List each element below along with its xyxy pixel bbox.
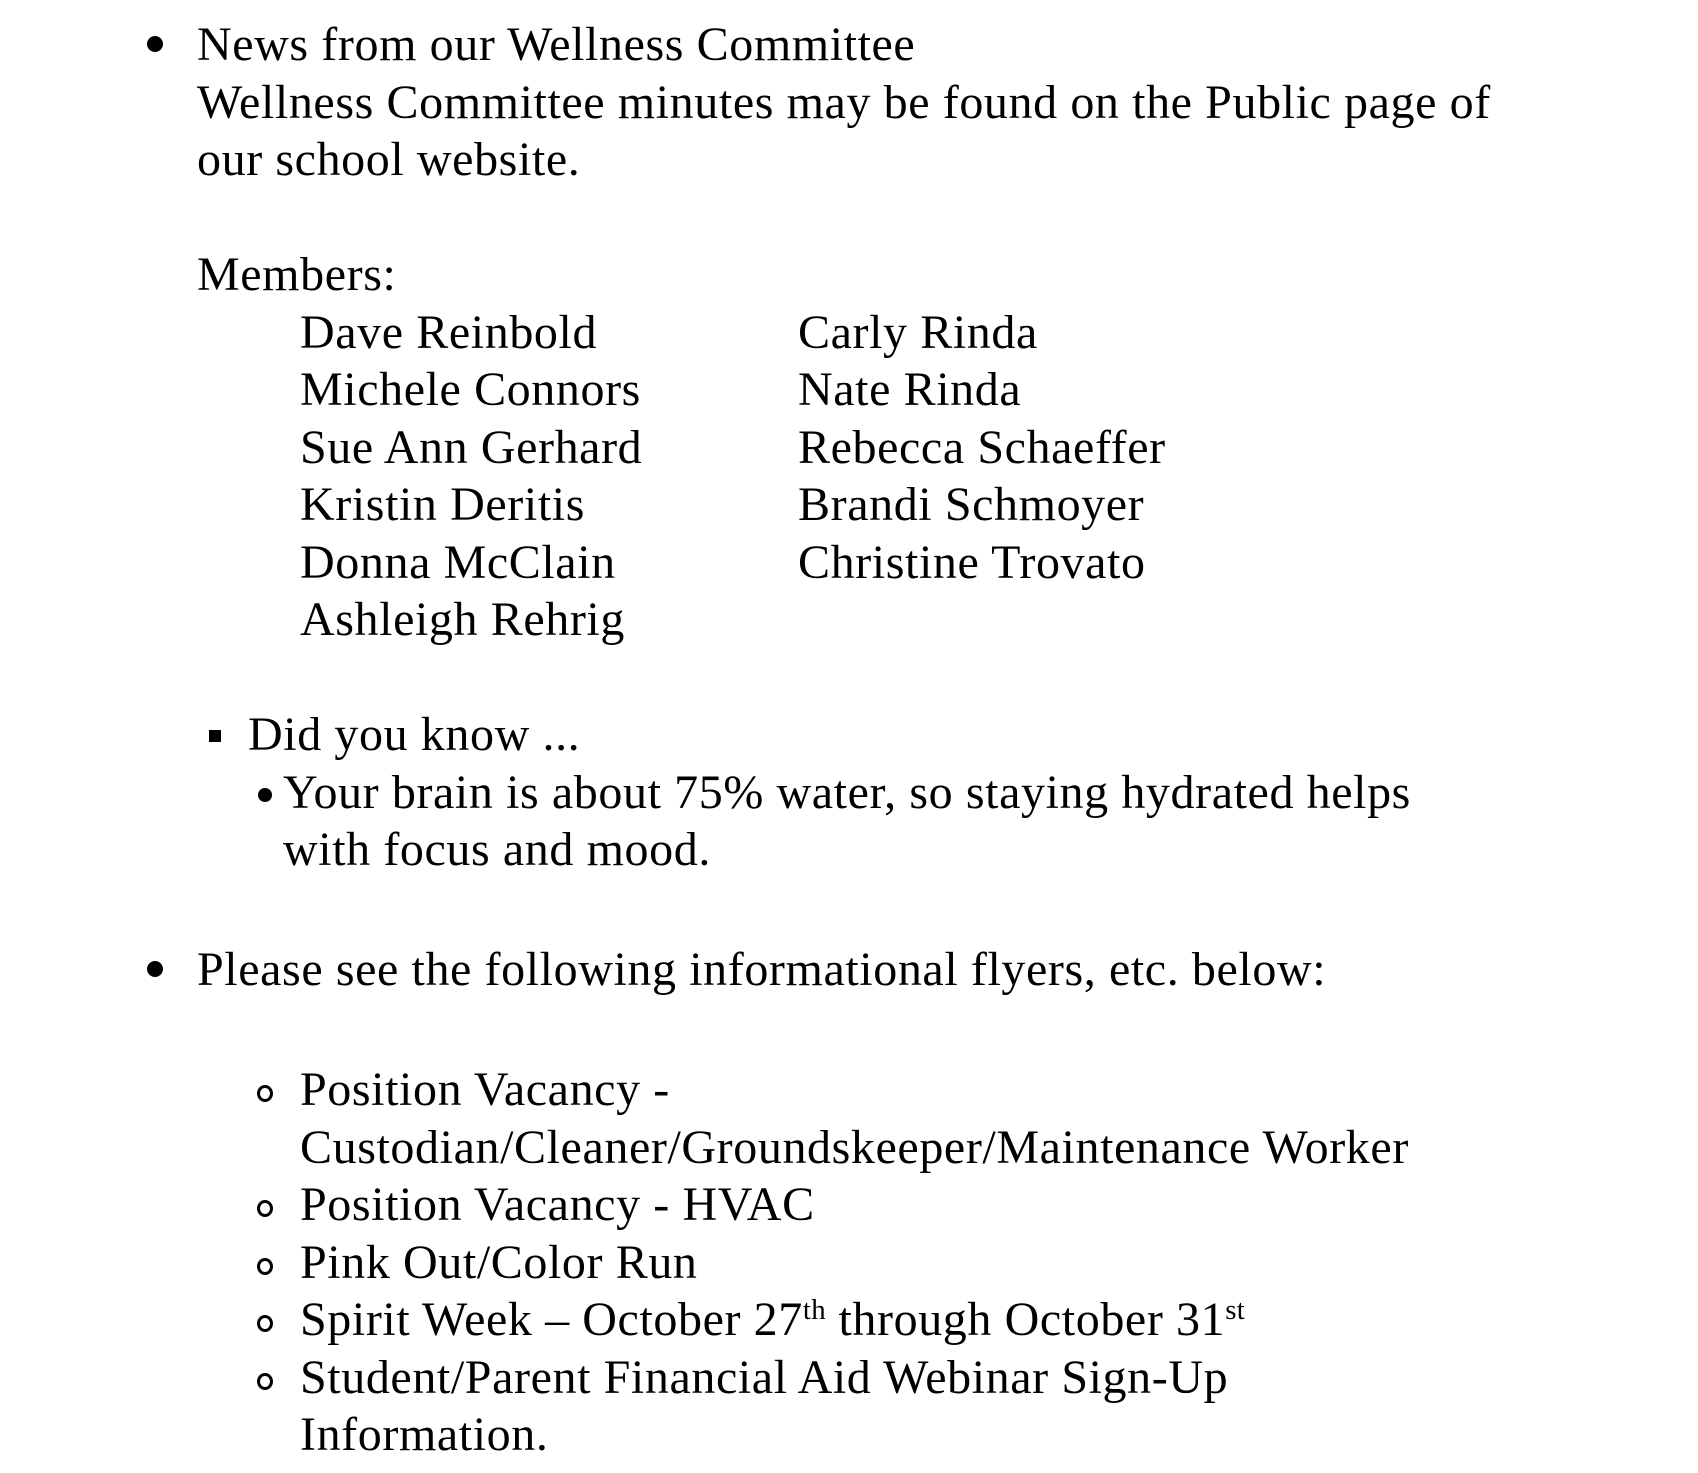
member-name: Sue Ann Gerhard	[300, 420, 643, 474]
flyers-intro-item	[0, 941, 1698, 999]
bullet-circle-icon	[257, 1085, 273, 1102]
member-name: Kristin Deritis	[300, 478, 585, 531]
member-name: Michele Connors	[300, 363, 641, 416]
bullet-dot-icon	[147, 36, 163, 52]
flyer-item-position-vacancy-custodian	[0, 1061, 1698, 1176]
member-name: Carly Rinda	[798, 305, 1038, 359]
did-you-know-item	[0, 706, 1698, 764]
flyer-item-line: Position Vacancy - HVAC	[300, 1178, 815, 1231]
spacer	[0, 649, 1698, 707]
spacer	[0, 999, 1698, 1057]
did-you-know-heading: Did you know ...	[248, 708, 581, 761]
spacer	[0, 879, 1698, 937]
wellness-news-body-line: our school website.	[197, 133, 581, 186]
member-row	[0, 361, 1698, 419]
spirit-week-text: through October 31	[825, 1293, 1226, 1346]
bullet-circle-icon	[257, 1315, 273, 1332]
bullet-dot-icon	[147, 961, 163, 977]
fact-line: with focus and mood.	[283, 823, 711, 876]
members-section	[0, 246, 1698, 649]
member-row	[0, 304, 1698, 362]
flyer-item-financial-aid-webinar	[0, 1349, 1698, 1464]
ordinal-suffix: st	[1225, 1294, 1246, 1327]
member-name: Christine Trovato	[798, 535, 1146, 589]
bullet-circle-icon	[257, 1373, 273, 1390]
member-row	[0, 419, 1698, 477]
member-name	[798, 591, 1698, 649]
flyer-item-line: Custodian/Cleaner/Groundskeeper/Maintenance Worker	[300, 1120, 1409, 1174]
member-name: Dave Reinbold	[300, 305, 598, 359]
flyers-intro-text: Please see the following informational flyers, etc. below:	[197, 943, 1327, 996]
bullet-circle-icon	[257, 1258, 273, 1275]
flyer-item-line: Information.	[300, 1408, 549, 1461]
members-heading: Members:	[197, 248, 397, 301]
wellness-news-title: News from our Wellness Committee	[197, 18, 916, 71]
bullet-circle-icon	[257, 1200, 273, 1217]
member-name: Ashleigh Rehrig	[300, 593, 625, 646]
member-name: Rebecca Schaeffer	[798, 420, 1166, 474]
flyer-item-line: Pink Out/Color Run	[300, 1235, 698, 1289]
wellness-news-item	[0, 16, 1698, 189]
flyer-item-pink-out-color-run	[0, 1234, 1698, 1292]
wellness-news-body-line: Wellness Committee minutes may be found on the Public page of	[197, 75, 1491, 129]
ordinal-suffix: th	[802, 1294, 826, 1327]
fact-line: Your brain is about 75% water, so staying hydrated helps	[283, 765, 1411, 819]
flyer-item-spirit-week	[0, 1291, 1698, 1349]
flyer-item-line	[300, 1291, 1698, 1349]
did-you-know-fact	[0, 764, 1698, 879]
member-row	[0, 476, 1698, 534]
flyer-item-line: Position Vacancy -	[300, 1063, 670, 1116]
member-row	[0, 591, 1698, 649]
member-name: Donna McClain	[300, 535, 616, 589]
bullet-square-icon	[209, 730, 221, 742]
member-row	[0, 534, 1698, 592]
member-name: Brandi Schmoyer	[798, 478, 1145, 531]
spirit-week-text: Spirit Week – October 27	[300, 1293, 803, 1346]
spacer	[0, 189, 1698, 247]
flyer-item-line: Student/Parent Financial Aid Webinar Sign-Up	[300, 1350, 1229, 1404]
member-name: Nate Rinda	[798, 363, 1022, 416]
bullet-dot-icon	[258, 788, 272, 802]
flyer-item-position-vacancy-hvac	[0, 1176, 1698, 1234]
